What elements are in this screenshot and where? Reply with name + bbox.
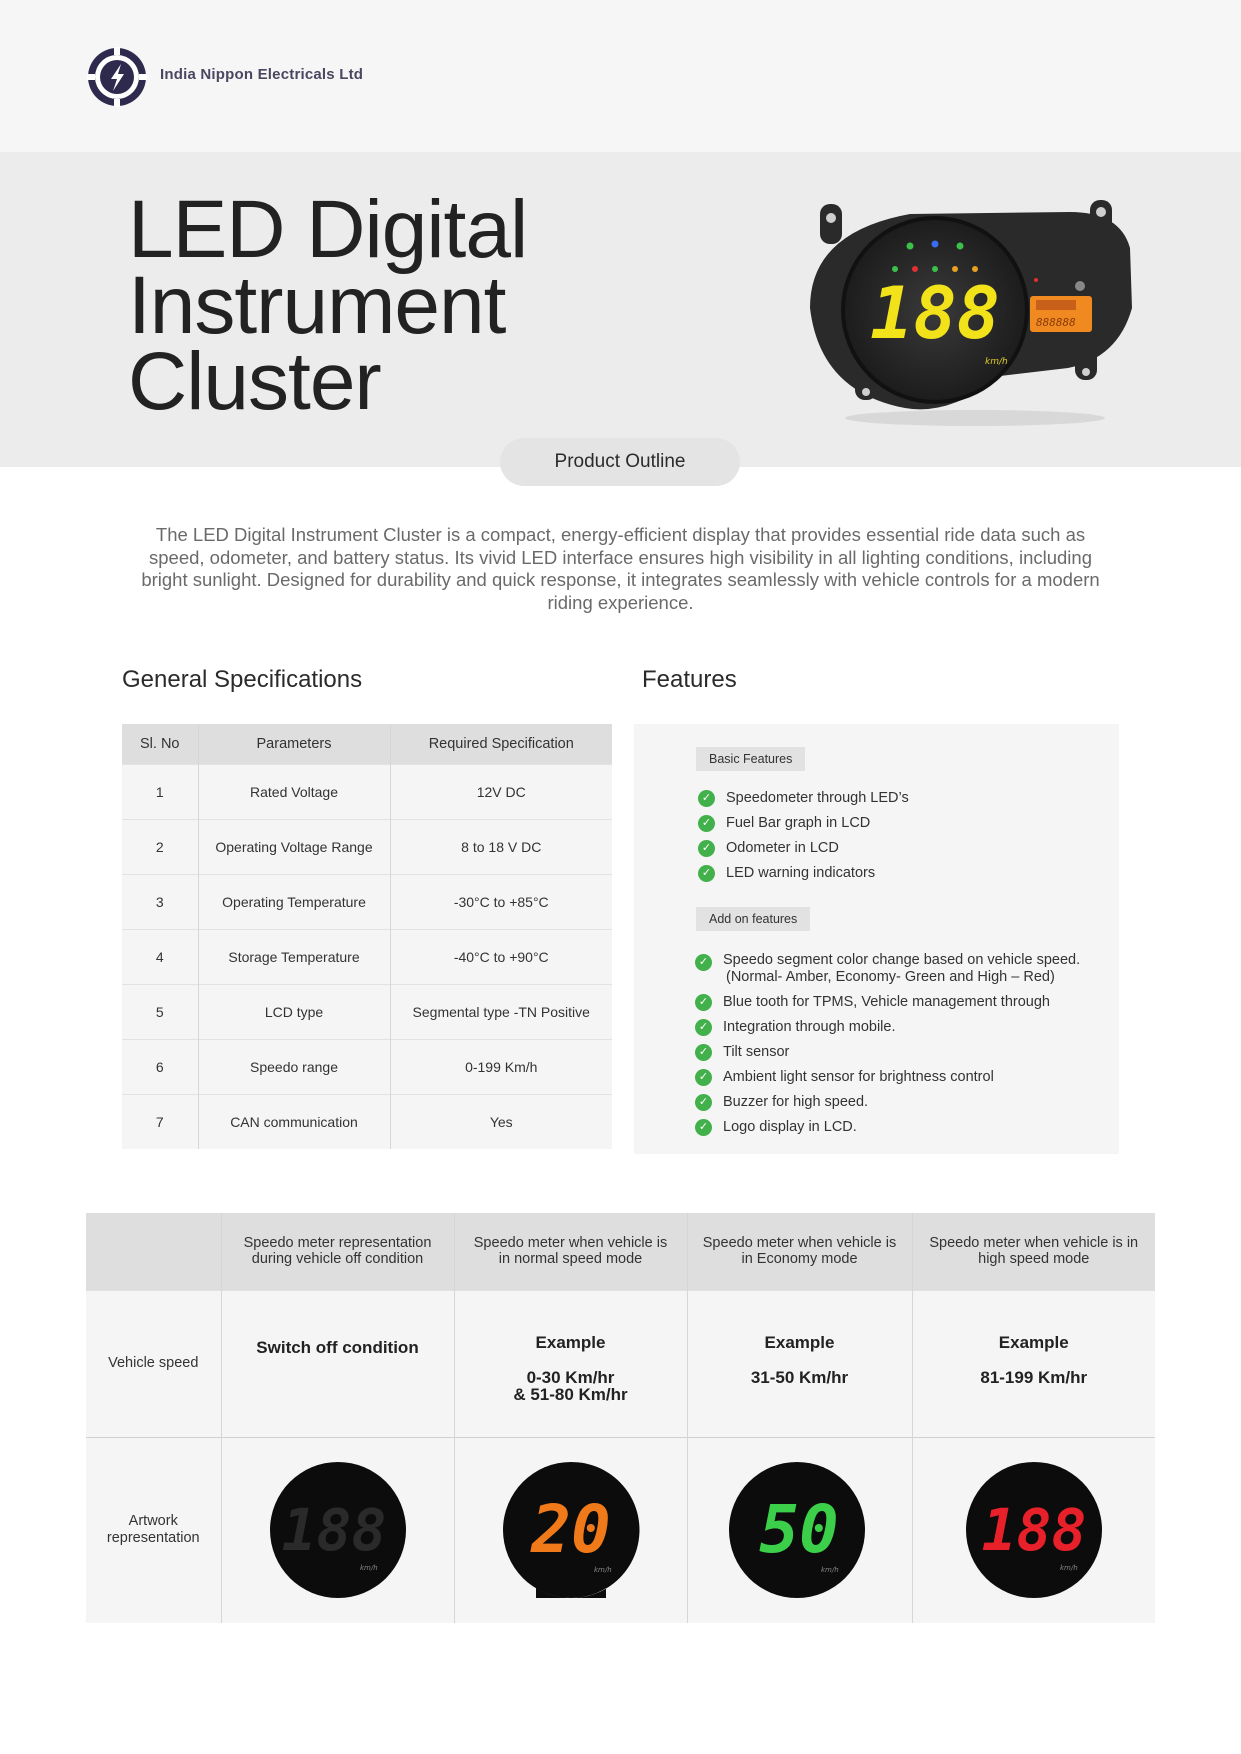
table-cell: 5 [122, 984, 198, 1039]
title-line: Cluster [128, 336, 381, 427]
check-circle-icon: ✓ [695, 1094, 712, 1111]
dial-cell [912, 1437, 1155, 1623]
product-outline-label: Product Outline [500, 438, 740, 486]
check-circle-icon: ✓ [698, 815, 715, 832]
company-name: India Nippon Electricals Ltd [160, 66, 364, 83]
column-header [86, 1213, 221, 1290]
column-header: Parameters [198, 724, 390, 764]
feature-text: Ambient light sensor for brightness control [723, 1069, 994, 1085]
features-panel [634, 724, 1119, 1154]
speedo-dial-normal [496, 1460, 646, 1600]
example-label: Example [998, 1332, 1069, 1352]
table-row [122, 984, 612, 1039]
feature-text: Speedo segment color change based on vehicle speed. [723, 952, 1081, 968]
feature-text: Buzzer for high speed. [723, 1094, 869, 1110]
cluster-odometer: 888888 [1036, 316, 1076, 329]
list-item [695, 1019, 1080, 1036]
table-cell: 0-199 Km/h [390, 1039, 612, 1094]
table-row [122, 1094, 612, 1149]
table-cell: 2 [122, 819, 198, 874]
feature-text: Integration through mobile. [723, 1019, 896, 1035]
example-label: Example [535, 1332, 606, 1352]
speed-range: & 51-80 Km/hr [513, 1384, 628, 1404]
speed-range: 0-30 Km/hr [526, 1367, 615, 1387]
column-header: Required Specification [390, 724, 612, 764]
list-item [698, 815, 909, 832]
check-circle-icon: ✓ [698, 865, 715, 882]
specs-table [122, 724, 612, 1149]
column-header: Speedo meter when vehicle is in normal speed mode [454, 1213, 687, 1290]
dial-readout: 50 [758, 1491, 839, 1569]
addon-features-list [695, 952, 1080, 1144]
table-row [122, 874, 612, 929]
title-line: LED Digital [128, 184, 528, 275]
check-circle-icon: ✓ [695, 994, 712, 1011]
speedo-dial-high [964, 1460, 1104, 1600]
list-item [695, 1069, 1080, 1086]
table-row [122, 819, 612, 874]
specs-header-row [122, 724, 612, 764]
dial-cell [454, 1437, 687, 1623]
table-cell: -30°C to +85°C [390, 874, 612, 929]
feature-text: Speedometer through LED’s [726, 790, 909, 806]
specs-heading: General Specifications [122, 666, 363, 693]
dial-cell [221, 1437, 454, 1623]
dial-unit: km/h [593, 1566, 612, 1575]
artwork-row [86, 1437, 1155, 1623]
check-circle-icon: ✓ [695, 1044, 712, 1061]
dial-unit: km/h [359, 1564, 378, 1573]
feature-text: Blue tooth for TPMS, Vehicle management through [723, 994, 1050, 1010]
economy-mode-cell [687, 1290, 912, 1437]
list-item [698, 790, 909, 807]
speedo-dial-economy [725, 1460, 875, 1600]
column-header: Speedo meter when vehicle is in high speed mode [912, 1213, 1155, 1290]
normal-mode-cell [454, 1290, 687, 1437]
top-bar [0, 0, 1241, 152]
table-cell: 12V DC [390, 764, 612, 819]
check-circle-icon: ✓ [695, 954, 712, 971]
feature-text: Odometer in LCD [726, 840, 839, 856]
page-title [128, 184, 528, 427]
table-cell: 6 [122, 1039, 198, 1094]
check-circle-icon: ✓ [695, 1069, 712, 1086]
table-cell: Rated Voltage [198, 764, 390, 819]
vehicle-speed-row [86, 1290, 1155, 1437]
speedo-modes-table [86, 1213, 1155, 1623]
list-item [698, 865, 909, 882]
check-circle-icon: ✓ [695, 1119, 712, 1136]
example-label: Example [764, 1332, 835, 1352]
row-label-text: Artwork representation [106, 1513, 200, 1547]
feature-subtext: (Normal- Amber, Economy- Green and High – Red) [726, 969, 1055, 985]
intro-paragraph: The LED Digital Instrument Cluster is a compact, energy-efficient display that provides essential ride data such as speed, odometer, and battery status. Its vivid LED interface ensures high visibility in all lighting conditions, including bright sunlight. Designed for durability and quick response, it integrates seamlessly with vehicle controls for a modern riding experience. [141, 524, 1100, 613]
table-cell: 3 [122, 874, 198, 929]
feature-text: Tilt sensor [723, 1044, 790, 1060]
off-condition-label: Switch off condition [256, 1337, 419, 1357]
dial-unit: km/h [820, 1566, 839, 1575]
dial-readout: 188 [281, 1496, 386, 1565]
off-condition-cell [221, 1290, 454, 1437]
feature-text: Logo display in LCD. [723, 1119, 857, 1135]
row-label [86, 1290, 221, 1437]
table-row [122, 764, 612, 819]
feature-text: Fuel Bar graph in LCD [726, 815, 871, 831]
table-cell: 7 [122, 1094, 198, 1149]
table-cell: LCD type [198, 984, 390, 1039]
dial-readout: 188 [981, 1496, 1087, 1565]
check-circle-icon: ✓ [698, 790, 715, 807]
check-circle-icon: ✓ [698, 840, 715, 857]
list-item [695, 1044, 1080, 1061]
dial-unit: km/h [1059, 1564, 1078, 1573]
table-cell: Operating Voltage Range [198, 819, 390, 874]
column-header: Speedo meter representation during vehicle off condition [221, 1213, 454, 1290]
addon-features-tag: Add on features [696, 907, 810, 931]
high-mode-cell [912, 1290, 1155, 1437]
table-cell: Storage Temperature [198, 929, 390, 984]
cluster-unit: km/h [985, 357, 1008, 367]
cluster-speed-readout: 188 [869, 271, 1001, 355]
speedo-dial-off [268, 1460, 408, 1600]
modes-header-row [86, 1213, 1155, 1290]
table-cell: CAN communication [198, 1094, 390, 1149]
table-row [122, 929, 612, 984]
column-header: Sl. No [122, 724, 198, 764]
column-header: Speedo meter when vehicle is in Economy mode [687, 1213, 912, 1290]
instrument-cluster-image [800, 196, 1140, 428]
table-cell: Yes [390, 1094, 612, 1149]
features-heading: Features [642, 666, 737, 693]
list-item [698, 840, 909, 857]
title-line: Instrument [128, 260, 506, 351]
table-row [122, 1039, 612, 1094]
check-circle-icon: ✓ [695, 1019, 712, 1036]
list-item [695, 1094, 1080, 1111]
speed-range: 31-50 Km/hr [750, 1367, 849, 1387]
table-cell: Operating Temperature [198, 874, 390, 929]
table-cell: Speedo range [198, 1039, 390, 1094]
company-logo-icon [86, 46, 148, 108]
row-label [86, 1437, 221, 1623]
table-cell: 4 [122, 929, 198, 984]
list-item [695, 1119, 1080, 1136]
basic-features-list [698, 790, 909, 890]
basic-features-tag: Basic Features [696, 747, 805, 771]
list-item [695, 994, 1080, 1011]
speed-range: 81-199 Km/hr [980, 1367, 1088, 1387]
table-cell: Segmental type -TN Positive [390, 984, 612, 1039]
table-cell: -40°C to +90°C [390, 929, 612, 984]
table-cell: 8 to 18 V DC [390, 819, 612, 874]
list-item [695, 952, 1080, 986]
row-label-text: Vehicle speed [108, 1355, 199, 1371]
dial-readout: 20 [530, 1491, 611, 1569]
feature-text: LED warning indicators [726, 865, 876, 881]
table-cell: 1 [122, 764, 198, 819]
dial-cell [687, 1437, 912, 1623]
